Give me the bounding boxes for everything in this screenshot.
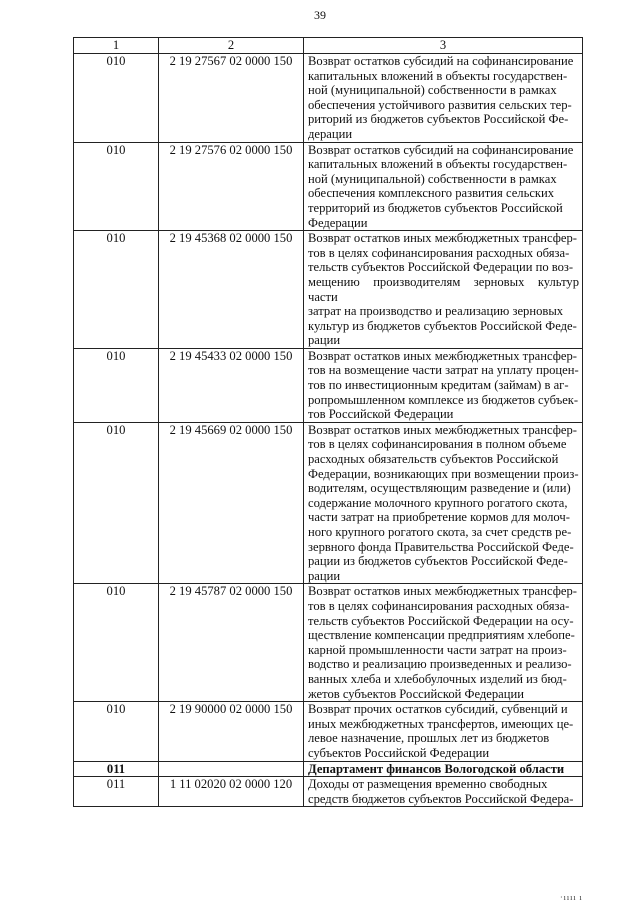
description-line: капитальных вложений в объекты государствен- (308, 157, 568, 172)
description-line: тов в целях софинансирования расходных обяза- (308, 598, 570, 613)
description-line: обеспечения устойчивого развития сельских тер- (308, 97, 572, 112)
revenue-description (304, 54, 583, 143)
description-line: дерации (308, 126, 353, 141)
description-line: левое назначение, прошлых лет из бюджетов (308, 731, 550, 746)
table-header-row (74, 38, 583, 54)
description-line: Возврат остатков субсидий на софинансирование (308, 142, 574, 157)
description-line: ванных хлеба и хлебобулочных изделий из бюд- (308, 671, 567, 686)
revenue-description (304, 777, 583, 807)
description-line: субъектов Российской Федерации (308, 745, 490, 760)
description-line: ной (муниципальной) собственности в рамках (308, 83, 557, 98)
header-col-3: 3 (304, 38, 583, 54)
description-line: Возврат остатков иных межбюджетных трансфер- (308, 422, 577, 437)
revenue-description (304, 422, 583, 584)
table-row (74, 142, 583, 231)
admin-code: 010 (74, 142, 159, 231)
table-row (74, 777, 583, 807)
page-number: 39 (314, 8, 326, 22)
admin-code: 010 (74, 422, 159, 584)
description-line: территорий из бюджетов субъектов Российской (308, 200, 563, 215)
description-line: тов в целях софинансирования расходных обяза- (308, 245, 570, 260)
revenue-description (304, 702, 583, 761)
description-line: зервного фонда Правительства Российской Феде- (308, 539, 574, 554)
budget-classification-code (159, 761, 304, 777)
section-header-row (74, 761, 583, 777)
description-line: тов в целях софинансирования в полном объеме (308, 437, 567, 452)
description-line: рации из бюджетов субъектов Российской Феде- (308, 554, 568, 569)
description-line: рации (308, 568, 341, 583)
admin-code: 010 (74, 231, 159, 349)
description-line: иных межбюджетных трансфертов, имеющих це- (308, 716, 574, 731)
admin-code: 010 (74, 54, 159, 143)
admin-code: 010 (74, 348, 159, 422)
description-line: мещению производителям зерновых культур части (308, 274, 579, 304)
revenue-description: Департамент финансов Вологодской области (304, 761, 583, 777)
description-line: Доходы от размещения временно свободных (308, 777, 548, 792)
budget-classification-code: 2 19 27567 02 0000 150 (159, 54, 304, 143)
table-row (74, 584, 583, 702)
description-line: тельств субъектов Российской Федерации на осу- (308, 613, 574, 628)
description-line: Федерации, возникающих при возмещении произ- (308, 466, 579, 481)
description-line: расходных обязательств субъектов Российской (308, 452, 559, 467)
description-line: Возврат прочих остатков субсидий, субвенций и (308, 702, 568, 717)
description-line: тов на возмещение части затрат на уплату процен- (308, 363, 579, 378)
table-row (74, 348, 583, 422)
description-line: затрат на производство и реализацию зерновых (308, 304, 564, 319)
description-line: капитальных вложений в объекты государствен- (308, 68, 568, 83)
admin-code: 011 (74, 761, 159, 777)
table-row (74, 231, 583, 349)
budget-classification-code: 2 19 27576 02 0000 150 (159, 142, 304, 231)
revenue-description (304, 142, 583, 231)
table-row (74, 54, 583, 143)
description-line: тов по инвестиционным кредитам (займам) в аг- (308, 378, 569, 393)
revenue-description (304, 584, 583, 702)
description-line: ного крупного рогатого скота, за счет средств ре- (308, 525, 572, 539)
budget-classification-code: 2 19 45433 02 0000 150 (159, 348, 304, 422)
description-line: ропромышленном комплексе из бюджетов субъек- (308, 392, 579, 407)
description-line: водителям, осуществляющим разведение и (или) (308, 481, 571, 496)
description-line: Возврат остатков иных межбюджетных трансфер- (308, 348, 577, 363)
admin-code: 011 (74, 777, 159, 807)
description-line: карной промышленности части затрат на произ- (308, 642, 567, 657)
description-line: тов Российской Федерации (308, 407, 454, 422)
description-line: части затрат на приобретение кормов для молоч- (308, 510, 570, 525)
table-row (74, 702, 583, 761)
table-row (74, 422, 583, 584)
header-col-2: 2 (159, 38, 304, 54)
description-line: рации (308, 333, 341, 348)
revenue-description (304, 348, 583, 422)
description-line: содержание молочного крупного рогатого скота, (308, 495, 568, 510)
budget-classification-code: 2 19 45368 02 0000 150 (159, 231, 304, 349)
description-line: Возврат остатков иных межбюджетных трансфер- (308, 584, 577, 599)
description-line: водство и реализацию произведенных и реализо- (308, 657, 572, 672)
admin-code: 010 (74, 702, 159, 761)
description-line: ной (муниципальной) собственности в рамках (308, 171, 557, 186)
revenue-description (304, 231, 583, 349)
admin-code: 010 (74, 584, 159, 702)
budget-classification-code: 2 19 90000 02 0000 150 (159, 702, 304, 761)
budget-classification-code: 1 11 02020 02 0000 120 (159, 777, 304, 807)
description-line: Возврат остатков иных межбюджетных трансфер- (308, 231, 577, 246)
budget-classification-code: 2 19 45787 02 0000 150 (159, 584, 304, 702)
description-line: средств бюджетов субъектов Российской Федера- (308, 791, 574, 806)
header-col-1: 1 (74, 38, 159, 54)
scan-marks: ·ıııı ı (560, 893, 583, 902)
description-line: обеспечения комплексного развития сельских (308, 186, 555, 201)
budget-classification-code: 2 19 45669 02 0000 150 (159, 422, 304, 584)
description-line: тельств субъектов Российской Федерации по воз- (308, 260, 574, 275)
description-line: культур из бюджетов субъектов Российской Феде- (308, 318, 577, 333)
description-line: ществление компенсации предприятиям хлебопе- (308, 628, 575, 643)
description-line: риторий из бюджетов субъектов Российской Фе- (308, 112, 569, 127)
description-line: жетов субъектов Российской Федерации (308, 686, 524, 701)
description-line: Возврат остатков субсидий на софинансирование (308, 54, 574, 68)
budget-codes-table (73, 37, 583, 807)
description-line: Федерации (308, 215, 368, 230)
